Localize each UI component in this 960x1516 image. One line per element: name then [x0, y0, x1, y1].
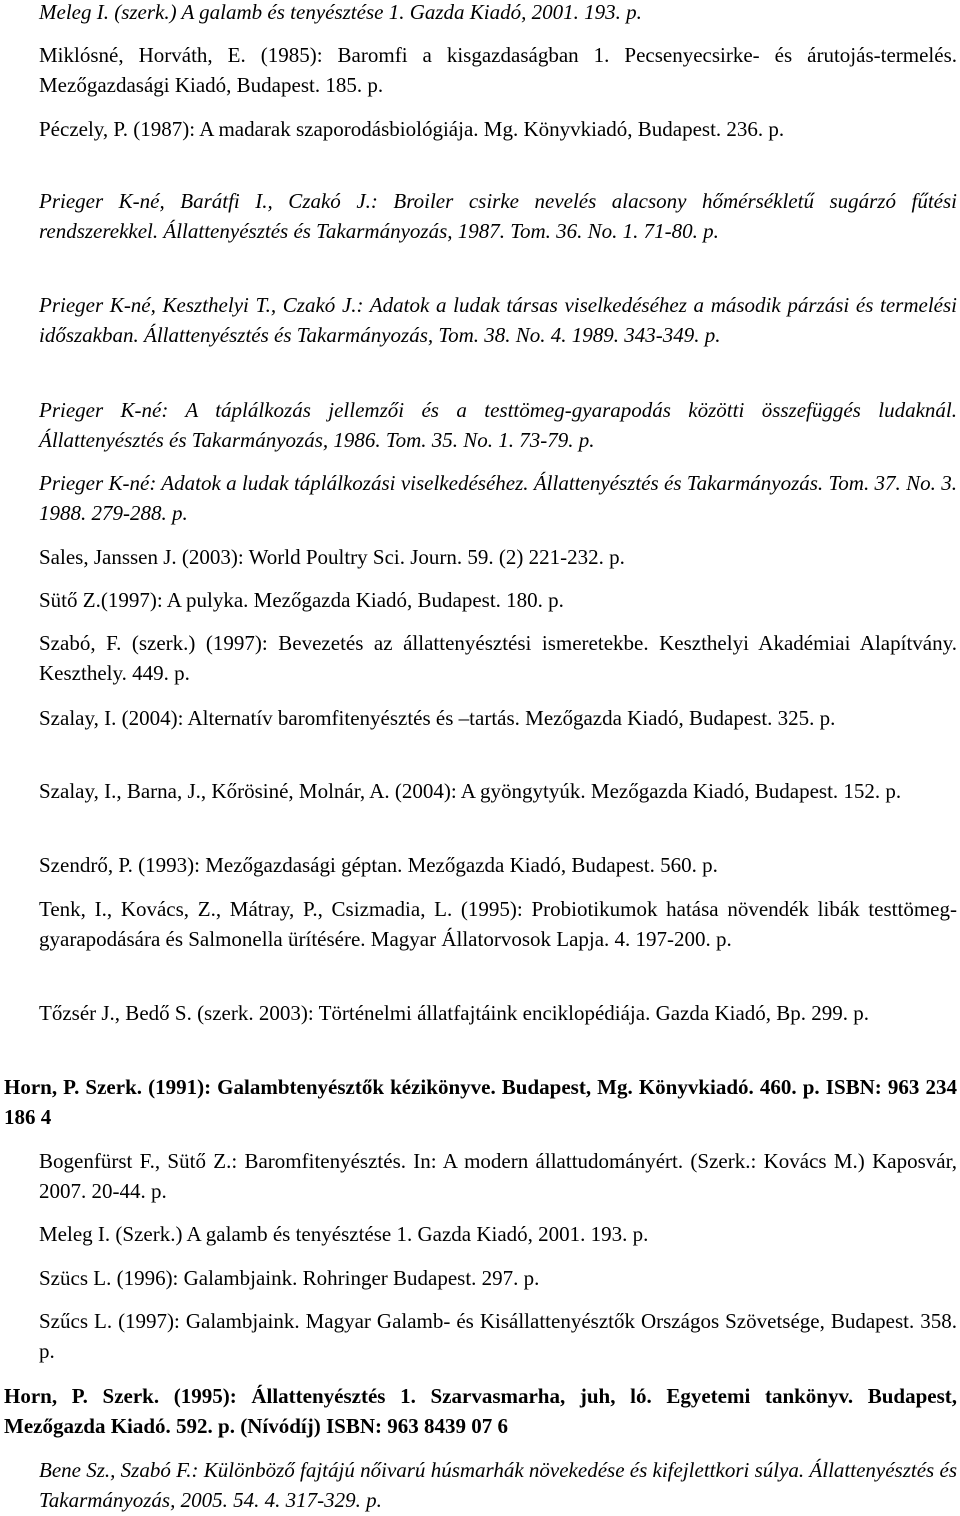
reference-entry: Bene Sz., Szabó F.: Különböző fajtájú nőivarú húsmarhák növekedése és kifejlettkori súlya. Állattenyésztés és Takarmányozás, 2005. 54. 4. 317-329. p. — [39, 1458, 957, 1512]
reference-entry: Szalay, I. (2004): Alternatív baromfitenyésztés és –tartás. Mezőgazda Kiadó, Budapest. 325. p. — [39, 706, 836, 730]
reference-entry: Meleg I. (Szerk.) A galamb és tenyésztése 1. Gazda Kiadó, 2001. 193. p. — [39, 1222, 649, 1246]
reference-entry: Szabó, F. (szerk.) (1997): Bevezetés az állattenyésztési ismeretekbe. Keszthelyi Akadémiai Alapítvány. Keszthely. 449. p. — [39, 631, 957, 685]
reference-entry: Szalay, I., Barna, J., Kőrösiné, Molnár, A. (2004): A gyöngytyúk. Mezőgazda Kiadó, Budapest. 152. p. — [39, 779, 902, 803]
reference-entry: Tenk, I., Kovács, Z., Mátray, P., Csizmadia, L. (1995): Probiotikumok hatása növendék libák testtömeg-gyarapodására és Salmonella ürítésére. Magyar Állatorvosok Lapja. 4. 197-200. p. — [39, 897, 957, 951]
reference-entry: Miklósné, Horváth, E. (1985): Baromfi a kisgazdaságban 1. Pecsenyecsirke- és árutojás-termelés. Mezőgazdasági Kiadó, Budapest. 185. p. — [39, 43, 957, 97]
reference-entry: Prieger K-né, Keszthelyi T., Czakó J.: Adatok a ludak társas viselkedéséhez a második párzási és termelési időszakban. Állattenyésztés és Takarmányozás, Tom. 38. No. 4. 1989. 343-349. p. — [39, 293, 957, 347]
reference-entry: Szűcs L. (1997): Galambjaink. Magyar Galamb- és Kisállattenyésztők Országos Szövetsége, Budapest. 358. p. — [39, 1309, 957, 1363]
reference-entry: Prieger K-né, Barátfi I., Czakó J.: Broiler csirke nevelés alacsony hőmérsékletű sugárzó fűtési rendszerekkel. Állattenyésztés és Takarmányozás, 1987. Tom. 36. No. 1. 71-80. p. — [39, 189, 957, 243]
reference-entry: Prieger K-né: Adatok a ludak táplálkozási viselkedéséhez. Állattenyésztés és Takarmányozás. Tom. 37. No. 3. 1988. 279-288. p. — [39, 471, 957, 525]
reference-entry: Horn, P. Szerk. (1991): Galambtenyésztők kézikönyve. Budapest, Mg. Könyvkiadó. 460. p. ISBN: 963 234 186 4 — [4, 1075, 957, 1129]
reference-entry: Szücs L. (1996): Galambjaink. Rohringer Budapest. 297. p. — [39, 1266, 540, 1290]
reference-entry: Péczely, P. (1987): A madarak szaporodásbiológiája. Mg. Könyvkiadó, Budapest. 236. p. — [39, 117, 785, 141]
reference-entry: Sales, Janssen J. (2003): World Poultry Sci. Journ. 59. (2) 221-232. p. — [39, 545, 625, 569]
reference-entry: Sütő Z.(1997): A pulyka. Mezőgazda Kiadó, Budapest. 180. p. — [39, 588, 564, 612]
reference-entry: Tőzsér J., Bedő S. (szerk. 2003): Történelmi állatfajtáink enciklopédiája. Gazda Kiadó, Bp. 299. p. — [39, 1001, 870, 1025]
reference-entry: Szendrő, P. (1993): Mezőgazdasági géptan. Mezőgazda Kiadó, Budapest. 560. p. — [39, 853, 718, 877]
reference-entry: Bogenfürst F., Sütő Z.: Baromfitenyésztés. In: A modern állattudományért. (Szerk.: Kovács M.) Kaposvár, 2007. 20-44. p. — [39, 1149, 957, 1203]
reference-entry: Prieger K-né: A táplálkozás jellemzői és a testtömeg-gyarapodás közötti összefüggés ludaknál. Állattenyésztés és Takarmányozás, 1986. Tom. 35. No. 1. 73-79. p. — [39, 398, 957, 452]
reference-entry: Horn, P. Szerk. (1995): Állattenyésztés 1. Szarvasmarha, juh, ló. Egyetemi tankönyv. Budapest, Mezőgazda Kiadó. 592. p. (Nívódíj) ISBN: 963 8439 07 6 — [4, 1384, 957, 1438]
reference-entry: Meleg I. (szerk.) A galamb és tenyésztése 1. Gazda Kiadó, 2001. 193. p. — [39, 0, 642, 24]
